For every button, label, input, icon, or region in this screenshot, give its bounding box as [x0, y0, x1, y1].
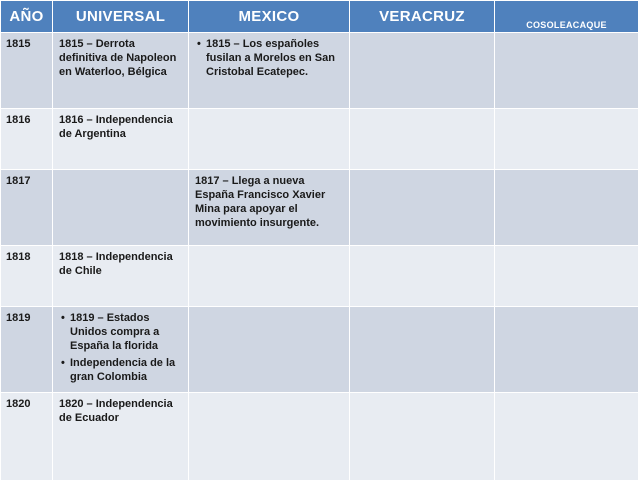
header-cosoleacaque: COSOLEACAQUE	[495, 1, 638, 33]
mexico-cell	[189, 246, 350, 307]
table-row	[1, 393, 638, 481]
universal-cell: 1815 – Derrota definitiva de Napoleon en Waterloo, Bélgica	[53, 33, 189, 109]
universal-cell	[53, 307, 189, 393]
cosoleacaque-cell	[495, 170, 638, 246]
cosoleacaque-cell	[495, 109, 638, 170]
veracruz-cell	[350, 246, 495, 307]
universal-cell: 1820 – Independencia de Ecuador	[53, 393, 189, 481]
table-row	[1, 246, 638, 307]
mexico-cell	[189, 307, 350, 393]
year-cell: 1818	[1, 246, 53, 307]
cosoleacaque-cell	[495, 307, 638, 393]
header-row	[1, 1, 638, 33]
year-cell: 1816	[1, 109, 53, 170]
mexico-cell: 1817 – Llega a nueva España Francisco Xavier Mina para apoyar el movimiento insurgente.	[189, 170, 350, 246]
universal-bullet-list	[59, 311, 182, 384]
cosoleacaque-cell	[495, 33, 638, 109]
table-row	[1, 307, 638, 393]
veracruz-cell	[350, 170, 495, 246]
list-item: • 1819 – Estados Unidos compra a España la florida	[59, 311, 182, 353]
universal-cell	[53, 170, 189, 246]
table-row	[1, 109, 638, 170]
list-item: • Independencia de la gran Colombia	[59, 356, 182, 384]
year-cell: 1820	[1, 393, 53, 481]
cosoleacaque-cell	[495, 393, 638, 481]
universal-cell: 1816 – Independencia de Argentina	[53, 109, 189, 170]
header-universal: UNIVERSAL	[53, 1, 189, 33]
veracruz-cell	[350, 33, 495, 109]
veracruz-cell	[350, 307, 495, 393]
header-veracruz: VERACRUZ	[350, 1, 495, 33]
universal-cell: 1818 – Independencia de Chile	[53, 246, 189, 307]
mexico-cell	[189, 109, 350, 170]
year-cell: 1815	[1, 33, 53, 109]
year-cell: 1817	[1, 170, 53, 246]
table-row	[1, 170, 638, 246]
cosoleacaque-cell	[495, 246, 638, 307]
veracruz-cell	[350, 109, 495, 170]
table-row	[1, 33, 638, 109]
mexico-cell	[189, 393, 350, 481]
header-mexico: MEXICO	[189, 1, 350, 33]
mexico-bullet-list	[195, 37, 343, 79]
header-year: AÑO	[1, 1, 53, 33]
mexico-cell	[189, 33, 350, 109]
list-item: • 1815 – Los españoles fusilan a Morelos en San Cristobal Ecatepec.	[195, 37, 343, 79]
veracruz-cell	[350, 393, 495, 481]
year-cell: 1819	[1, 307, 53, 393]
